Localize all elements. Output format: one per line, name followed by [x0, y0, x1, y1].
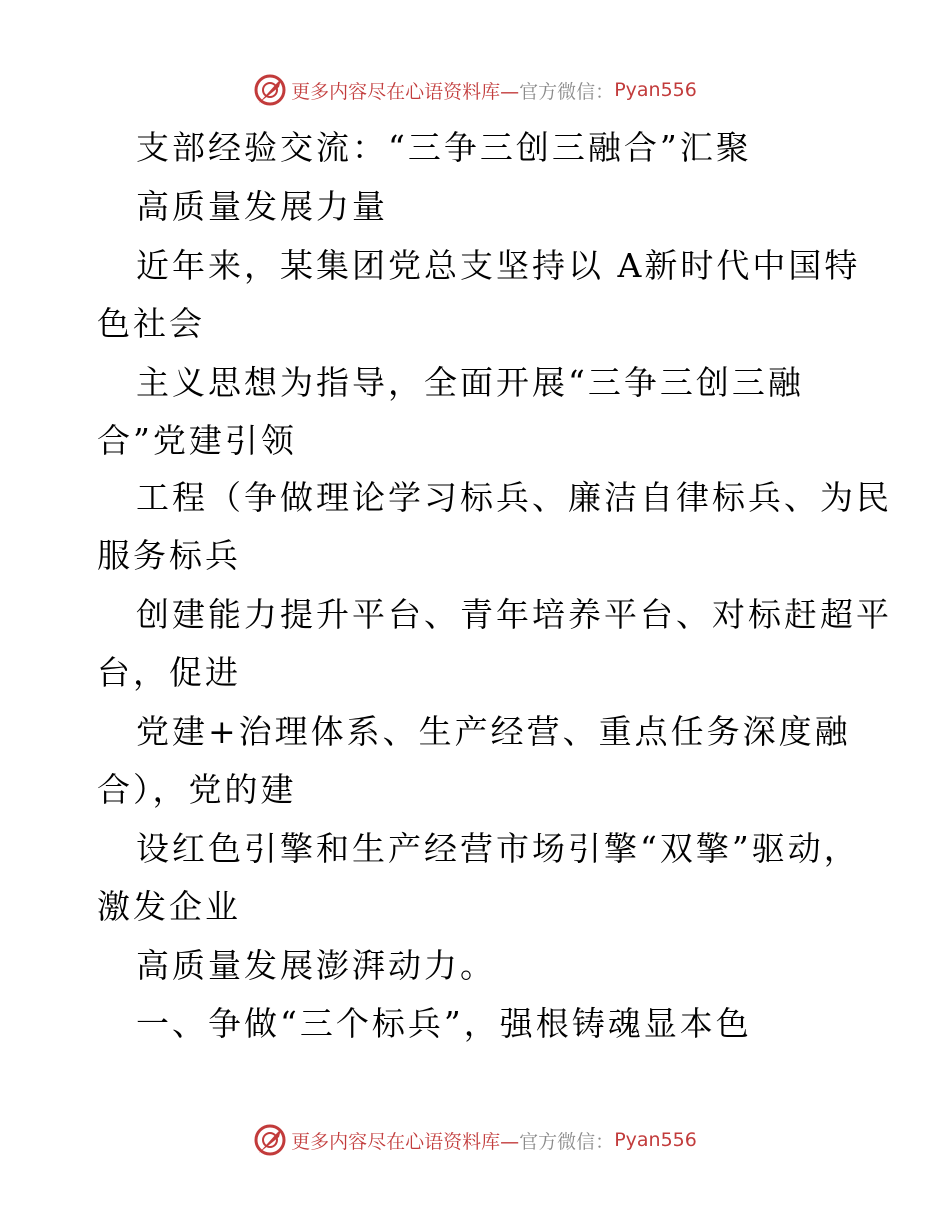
pen-logo-icon [253, 73, 287, 107]
doc-line-3: 近年来，某集团党总支坚持以 A新时代中国特 [136, 246, 861, 285]
footer-banner-text: 更多内容尽在心语资料库— [291, 1130, 520, 1153]
footer-wechat-label: 官方微信： [519, 1130, 615, 1153]
header-watermark-banner [0, 70, 950, 110]
doc-line-5: 主义思想为指导，全面开展“三争三创三融 [136, 363, 804, 402]
doc-line-11: 党建+治理体系、生产经营、重点任务深度融 [136, 712, 851, 751]
doc-line-2: 高质量发展力量 [136, 187, 388, 226]
doc-line-13: 设红色引擎和生产经营市场引擎“双擎”驱动， [136, 829, 860, 868]
doc-line-1: 支部经验交流：“三争三创三融合”汇聚 [136, 128, 752, 167]
header-banner-text: 更多内容尽在心语资料库— [291, 80, 520, 103]
pen-logo-icon [253, 1123, 287, 1157]
doc-line-4: 色社会 [97, 304, 205, 343]
footer-watermark-banner [0, 1120, 950, 1160]
doc-line-7: 工程（争做理论学习标兵、廉洁自律标兵、为民 [136, 478, 892, 517]
doc-line-6: 合”党建引领 [97, 421, 297, 460]
doc-line-12: 合），党的建 [97, 770, 297, 809]
doc-line-15: 高质量发展澎湃动力。 [136, 946, 496, 985]
doc-line-10: 台，促进 [97, 653, 241, 692]
header-wechat-label: 官方微信： [519, 80, 615, 103]
doc-line-16: 一、争做“三个标兵”，强根铸魂显本色 [136, 1004, 752, 1043]
doc-line-8: 服务标兵 [97, 536, 241, 575]
doc-line-9: 创建能力提升平台、青年培养平台、对标赶超平 [136, 595, 892, 634]
header-account-id: Pyan556 [614, 79, 697, 101]
doc-line-14: 激发企业 [97, 887, 241, 926]
footer-account-id: Pyan556 [614, 1129, 697, 1151]
